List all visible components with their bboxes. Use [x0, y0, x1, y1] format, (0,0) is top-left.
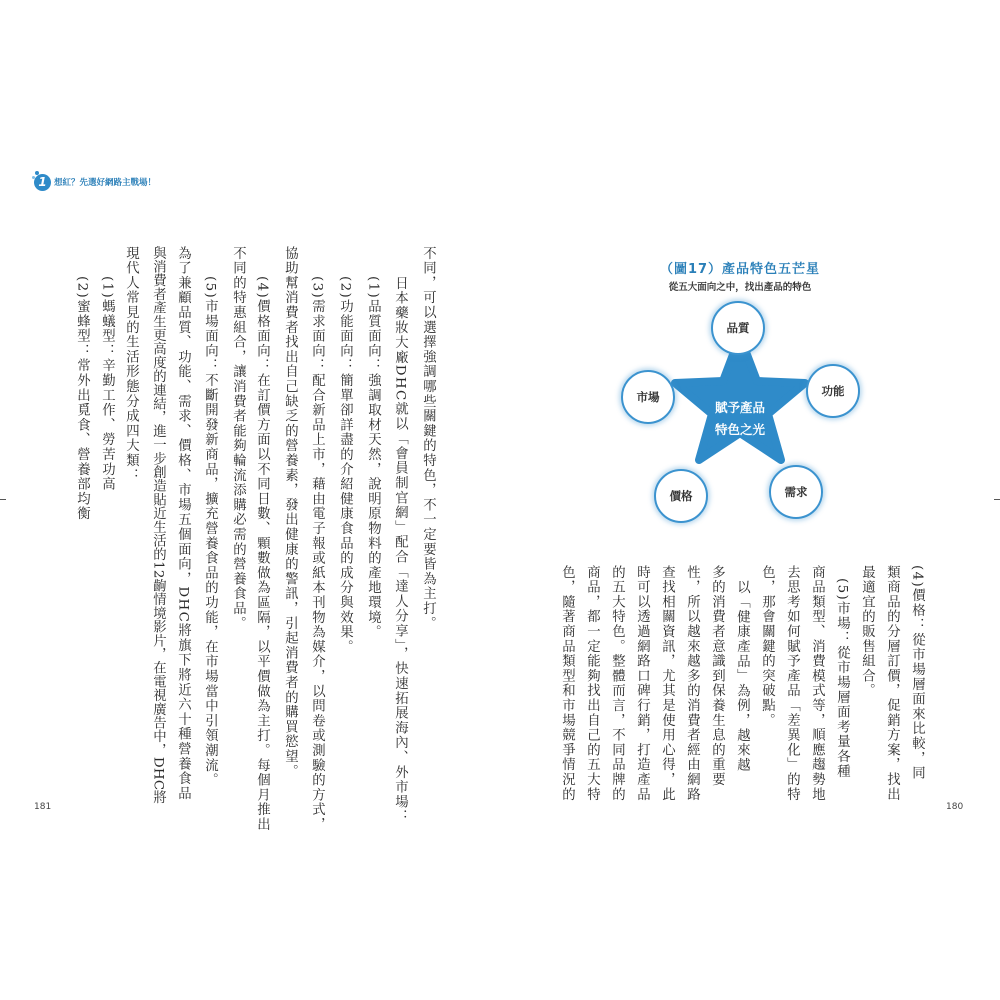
page-number-left: 181	[34, 802, 52, 812]
facet-market: 市場	[621, 370, 675, 424]
text-column: 類商品的分層訂價，促銷方案，找出	[884, 565, 900, 802]
text-column: (1)螞蟻型：辛勤工作、勞苦功高	[99, 276, 115, 492]
text-column: 性，所以越來越多的消費者經由網路	[684, 565, 700, 802]
text-column: (3)需求面向：配合新品上市，藉由電子報或紙本刊物為媒介，以問卷或測驗的方式，	[309, 276, 325, 832]
text-column: 商品類型、消費模式等，順應趨勢地	[809, 565, 825, 802]
text-column: 不同的特惠組合，讓消費者能夠輪流添購必需的營養食品。	[230, 246, 246, 631]
facet-price: 價格	[654, 469, 708, 523]
crop-mark-left	[0, 499, 6, 500]
text-column: 日本藥妝大廠DHC就以「會員制官網」配合「達人分享」，快速拓展海內、外市場：	[392, 276, 408, 825]
text-column: (2)蜜蜂型：常外出覓食、營養部均衡	[74, 276, 90, 522]
text-column: (4)價格面向：在訂價方面以不同日數、顆數做為區隔，以平價做為主打。每個月推出	[254, 276, 270, 832]
text-column: 為了兼顧品質、功能、需求、價格、市場五個面向，DHC將旗下將近六十種營養食品	[175, 246, 191, 801]
facet-function: 功能	[806, 364, 860, 418]
text-column: 查找相關資訊，尤其是使用心得，此	[659, 565, 675, 802]
running-header	[34, 170, 156, 194]
text-column: 多的消費者意識到保養生息的重要	[709, 565, 725, 787]
figure-subtitle: 從五大面向之中，找出產品的特色	[668, 282, 812, 293]
text-column: 以「健康產品」為例，越來越	[734, 580, 750, 773]
text-column: 商品，都一定能夠找出自己的五大特	[584, 565, 600, 802]
text-column: 最適宜的販售組合。	[859, 565, 875, 699]
text-column: 時可以透過網路口碑行銷，打造產品	[634, 565, 650, 802]
star-center-label-line1: 賦予產品	[714, 400, 765, 415]
text-column: 與消費者產生更高度的連結，進一步創造貼近生活的12齣情境影片，在電視廣告中，DHC將	[150, 246, 166, 805]
facet-demand: 需求	[769, 465, 823, 519]
crop-mark-right	[994, 499, 1000, 500]
text-column: 協助幫消費者找出自己缺乏的營養素，發出健康的警訊，引起消費者的購買慾望。	[282, 246, 298, 779]
page-number-right: 180	[946, 802, 964, 812]
text-column: (2)功能面向：簡單卻詳盡的介紹健康食品的成分與效果。	[337, 276, 353, 655]
running-title: 想紅？先選好網路主戰場！	[54, 178, 157, 188]
star-center-label-line2: 特色之光	[714, 422, 765, 437]
text-column: (5)市場面向：不斷開發新商品，擴充營養食品的功能，在市場當中引領潮流。	[202, 276, 218, 788]
text-column: 不同，可以選擇強調哪些關鍵的特色，不一定要皆為主打。	[420, 246, 436, 631]
text-column: (4)價格：從市場層面來比較，同	[909, 565, 925, 781]
facet-quality: 品質	[711, 301, 765, 355]
text-column: 色，那會關鍵的突破點。	[759, 565, 775, 728]
figure-title: （圖17）產品特色五芒星	[659, 262, 821, 277]
text-column: (5)市場：從市場層面考量各種	[834, 578, 850, 779]
text-column: 色，隨著商品類型和市場競爭情況的	[559, 565, 575, 802]
text-column: (1)品質面向：強調取材天然，說明原物料的產地環境。	[365, 276, 381, 640]
five-point-star-diagram	[600, 292, 880, 532]
text-column: 的五大特色。整體而言，不同品牌的	[609, 565, 625, 802]
text-column: 去思考如何賦予產品「差異化」的特	[784, 565, 800, 802]
text-column: 現代人常見的生活形態分成四大類：	[123, 246, 139, 483]
chapter-number-icon: 1	[34, 174, 51, 191]
